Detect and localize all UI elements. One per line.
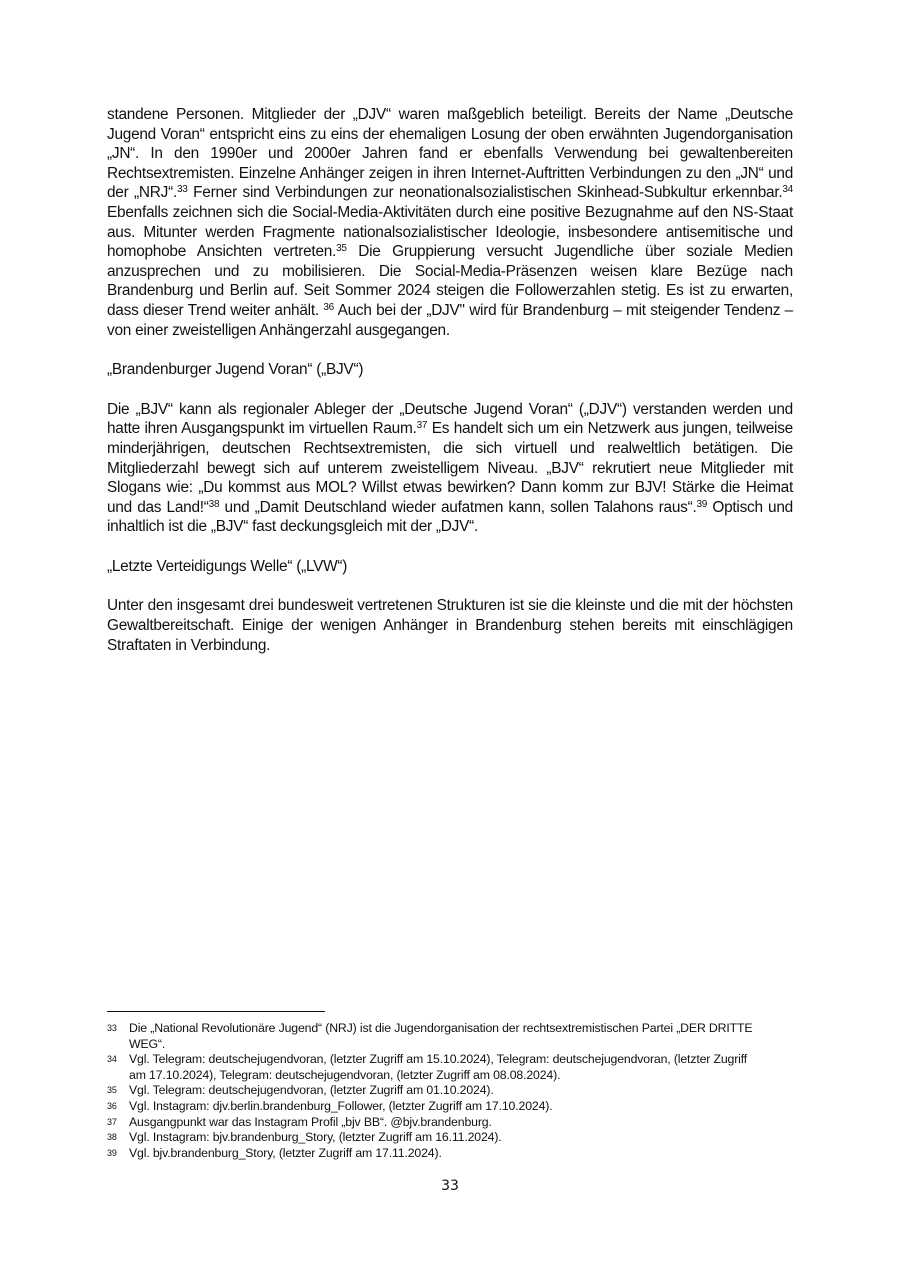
footnote-number: 34 bbox=[107, 1054, 117, 1065]
paragraph-bjv: Die „BJV“ kann als regionaler Ableger der „Deutsche Jugend Voran“ („DJV“) verstanden werden und hatte ihren Ausgangspunkt im virtuellen Raum.$^{37}$ Es handelt sich um ein Netzwerk aus jungen, teilweise minderjährigen, deutschen Rechtsextremisten, die sich virtuell und realweltlich betätigen. Die Mitgliederzahl bewegt sich auf unterem zweistelligem Niveau. „BJV“ rekrutiert neue Mitglieder mit Slogans wie: „Du kommst aus MOL? Willst etwas bewirken? Dann komm zur BJV! Stärke die Heimat und das Land!“$^{38}$ und „Damit Deutschland wieder aufatmen kann, sollen Talahons raus“.$^{39}$ Optisch und inhaltlich ist die „BJV“ fast deckungsgleich mit der „DJV“. bbox=[107, 400, 793, 536]
footnote-reference: 34 bbox=[782, 184, 793, 196]
footnote bbox=[107, 1099, 793, 1115]
section-heading-lvw: „Letzte Verteidigungs Welle“ („LVW“) bbox=[107, 557, 348, 575]
footnote bbox=[107, 1052, 793, 1083]
page-number: 33 bbox=[441, 1178, 459, 1194]
footnote-separator bbox=[107, 1011, 325, 1012]
footnote bbox=[107, 1021, 793, 1052]
footnote-text: Vgl. bjv.brandenburg_Story, (letzter Zugriff am 17.11.2024). bbox=[129, 1145, 442, 1160]
footnote-number: 38 bbox=[107, 1132, 117, 1143]
footnote-reference: 37 bbox=[416, 420, 428, 432]
footnote bbox=[107, 1146, 793, 1162]
paragraph-lvw: Unter den insgesamt drei bundesweit vertretenen Strukturen ist sie die kleinste und die mit der höchsten Gewaltbereitschaft. Einige der wenigen Anhänger in Brandenburg stehen bereits mit einschlägigen Straftaten in Verbindung. bbox=[107, 597, 793, 654]
footnote-number: 39 bbox=[107, 1147, 117, 1158]
footnote-reference: 35 bbox=[336, 243, 347, 255]
main-text bbox=[107, 105, 793, 675]
footnote-text: Vgl. Telegram: deutschejugendvoran, (letzter Zugriff am 01.10.2024). bbox=[129, 1083, 494, 1098]
footnote bbox=[107, 1083, 793, 1099]
footnote-reference: 33 bbox=[176, 184, 188, 196]
footnote bbox=[107, 1130, 793, 1146]
footnote-number: 36 bbox=[107, 1100, 117, 1111]
footnote-reference: 38 bbox=[208, 498, 220, 510]
footnote bbox=[107, 1115, 793, 1131]
footnote-reference: 36 bbox=[323, 301, 334, 313]
footnote-text: Vgl. Instagram: bjv.brandenburg_Story, (letzter Zugriff am 16.11.2024). bbox=[129, 1130, 502, 1145]
footnote-number: 33 bbox=[107, 1023, 117, 1033]
footnote-reference: 39 bbox=[696, 498, 708, 510]
footnote-number: 35 bbox=[107, 1085, 117, 1096]
footnote-number: 37 bbox=[107, 1116, 117, 1127]
footnote-text: Die „National Revolutionäre Jugend“ (NRJ) ist die Jugendorganisation der rechtsextremistischen Partei „DER DRITTE WEG“. bbox=[129, 1021, 753, 1051]
paragraph-djv: standene Personen. Mitglieder der „DJV“ waren maßgeblich beteiligt. Bereits der Name „Deutsche Jugend Voran“ entspricht eins zu eins der ehemaligen Losung der oben erwähnten Jugendorganisation „JN“. In den 1990er und 2000er Jahren fand er ebenfalls Verwendung bei gewaltenbereiten Rechtsextremisten. Einzelne Anhänger zeigen in ihren Internet-Auftritten Verbindungen zu den „JN“ und der „NRJ“.$^{33}$ Ferner sind Verbindungen zur neonationalsozialistischen Skinhead-Subkultur erkennbar.$^{34}$ Ebenfalls zeichnen sich die Social-Media-Aktivitäten durch eine positive Bezugnahme auf den NS-Staat aus. Mitunter werden Fragmente nationalsozialistischer Ideologie, insbesondere antisemitische und homophobe Ansichten vertreten.$^{35}$ Die Gruppierung versucht Jugendliche über soziale Medien anzusprechen und zu mobilisieren. Die Social-Media-Präsenzen weisen klare Bezüge nach Brandenburg und Berlin auf. Seit Sommer 2024 steigen die Followerzahlen stetig. Es ist zu erwarten, dass dieser Trend weiter anhält. $^{36}$ Auch bei der „DJV" wird für Brandenburg – mit steigender Tendenz – von einer zweistelligen Anhängerzahl ausgegangen. bbox=[107, 106, 793, 339]
footnote-text: Vgl. Telegram: deutschejugendvoran, (letzter Zugriff am 15.10.2024), Telegram: deutschejugendvoran, (letzter Zugriff am 17.10.2024), Telegram: deutschejugendvoran, (letzter Zugriff am 08.08.2024). bbox=[129, 1052, 748, 1082]
footnote-text: Vgl. Instagram: djv.berlin.brandenburg_Follower, (letzter Zugriff am 17.10.2024). bbox=[129, 1098, 553, 1113]
footnote-text: Ausgangpunkt war das Instagram Profil „bjv BB“. @bjv.brandenburg. bbox=[129, 1114, 492, 1129]
section-heading-bjv: „Brandenburger Jugend Voran“ („BJV“) bbox=[107, 361, 364, 379]
footnotes bbox=[107, 1021, 793, 1161]
